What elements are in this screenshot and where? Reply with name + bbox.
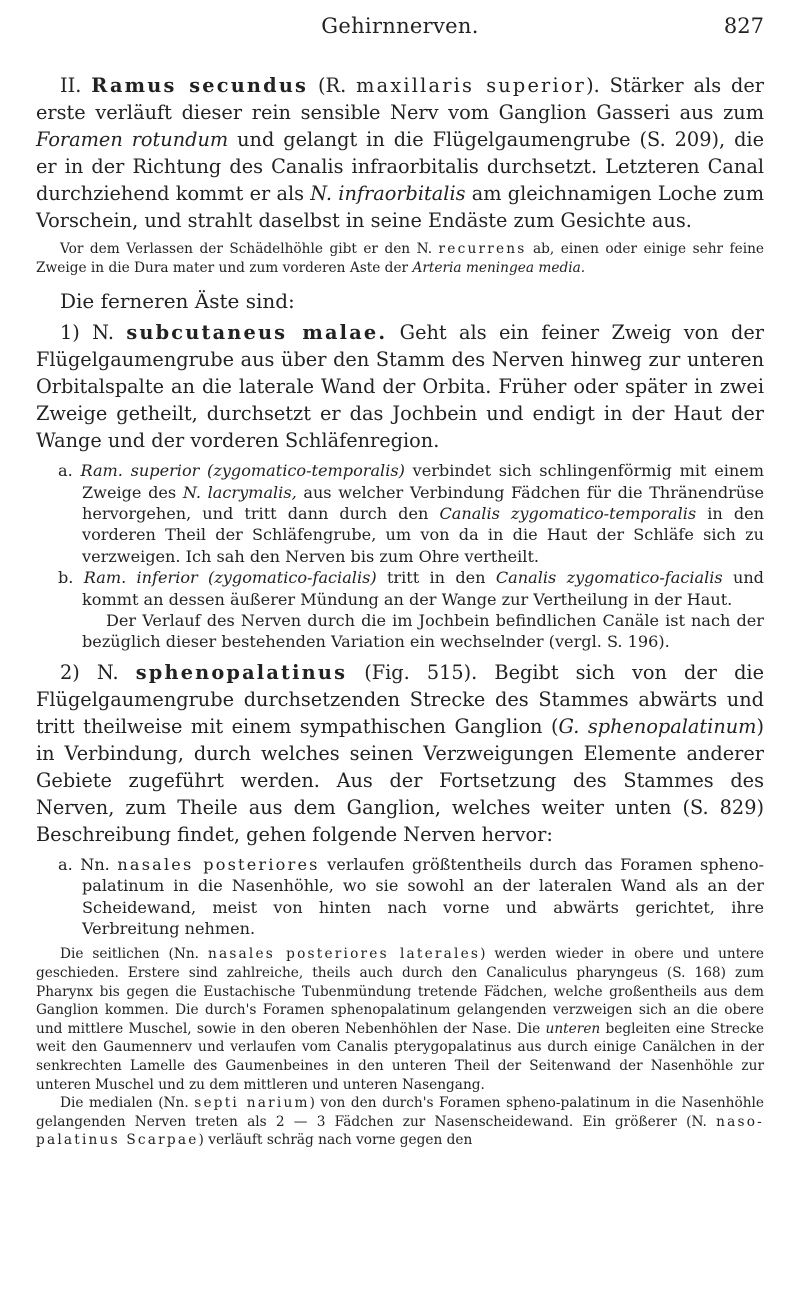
paragraph-ramus-secundus: [36, 72, 764, 234]
text: ) werden wieder in obere und untere geschieden. Erstere sind zahlreiche, theils auch durch den Canaliculus pharyngeus (S. 168) zum Pharynx bis gegen die Eustachische Tubenmündung tretende Fädchen, welche großentheils aus dem Ganglion kommen. Die durch's Foramen sphenopalatinum gelangenden verzweigen sich an die obere und mittlere Muschel, sowie in den oberen Nebenhöhlen der Nase. Die: [36, 946, 764, 1037]
text: und gelangt in die Flügelgaumengrube (S. 209), die er in der Richtung des Canalis infraorbitalis durchsetzt. Letzteren Canal durchziehend kommt er als: [36, 128, 764, 205]
running-header: [0, 14, 800, 54]
note-laterales: [36, 945, 764, 1094]
paragraph-sphenopalatinus: [36, 659, 764, 848]
item-nasales-posteriores: [36, 854, 764, 940]
text: ). Stärker als der erste verläuft dieser rein sensible Nerv vom Ganglion Gasseri aus zum: [36, 74, 765, 124]
text: Geht als ein feiner Zweig von der Flügelgaumengrube aus über den Stamm des Nerven hinweg zur unteren Orbitalspalte an die laterale Wand der Orbita. Früher oder später in zwei Zweige getheilt, durchsetzt er das Jochbein und endigt in der Haut der Wange und der vorderen Schläfenregion.: [36, 321, 764, 453]
term: Canalis zygomatico-facialis: [495, 568, 723, 588]
text: Vor dem Verlassen der Schädelhöhle gibt er den N.: [60, 241, 439, 257]
text: ) in Verbindung, durch welches seinen Verzweigungen Elemente anderer Gebiete zugeführt werden. Aus der Fortsetzung des Stammes des Nerven, zum Theile aus dem Ganglion, welches weiter unten (S. 829) Beschreibung findet, gehen folgende Nerven hervor:: [36, 714, 764, 846]
text: ab, einen oder einige sehr feine Zweige in die Dura mater und zum vorderen Aste der: [36, 241, 764, 276]
term: N. lacrymalis,: [182, 482, 297, 502]
term: nasales posteriores laterales: [207, 946, 481, 963]
note-recurrens: [36, 240, 764, 277]
text: in den vorderen Theil der Schläfengrube, um von da in die Haut der Schläfe sich zu verzweigen. Ich sah den Nerven bis zum Ohre vertheilt.: [82, 504, 765, 566]
text: II.: [60, 74, 92, 97]
text: verbindet sich schlingenförmig mit einem Zweige des: [82, 461, 765, 502]
paragraph-subcutaneus-malae: [36, 319, 764, 454]
term: Ram. inferior (zygomatico-facialis): [83, 568, 377, 588]
term: Ram. superior (zygomatico-temporalis): [80, 461, 405, 481]
term: Arteria meningea media.: [412, 259, 586, 276]
term: naso-palatinus Scarpae: [36, 1113, 764, 1149]
item-ram-superior: [36, 460, 764, 567]
term: septi narium: [194, 1095, 310, 1112]
note-jochbein: Der Verlauf des Nerven durch die im Jochbein befindlichen Canäle ist nach der bezüglich dieser bestehenden Variation ein wechselnder (vergl. S. 196).: [82, 611, 764, 652]
text: a. Nn.: [58, 854, 118, 874]
text: 1) N.: [60, 321, 127, 345]
text: tritt in den: [376, 568, 496, 588]
note-mediales: [36, 1094, 764, 1150]
term: unteren: [545, 1020, 601, 1037]
text: ) verläuft schräg nach vorne gegen den: [198, 1132, 473, 1149]
text: begleiten eine Strecke weit den Gaumennerv und verlaufen vom Canalis pterygopalatinus aus durch einige Canälchen in der senkrechten Lamelle des Gaumenbeines in den unteren Theil der Seitenwand der Nasenhöhle zur unteren Muschel und zu dem mittleren und unteren Nasengang.: [36, 1020, 764, 1093]
term: subcutaneus malae.: [126, 321, 388, 345]
item-ram-inferior: [36, 567, 764, 610]
running-title: Gehirnnerven.: [321, 14, 479, 38]
text: a.: [58, 461, 81, 481]
section-heading: Die ferneren Äste sind:: [60, 289, 295, 314]
text: am gleichnamigen Loche zum Vorschein, und strahlt daselbst in seine Endäste zum Gesichte aus.: [36, 182, 765, 232]
term: recurrens: [438, 241, 527, 257]
text: 2) N.: [60, 660, 136, 684]
term: Foramen rotundum: [36, 128, 229, 151]
text: aus welcher Verbindung Fädchen für die Thränendrüse hervorgehen, und tritt dann durch den: [82, 482, 764, 523]
term: Ramus secundus: [91, 74, 309, 97]
term: Canalis zygomatico-temporalis: [439, 504, 697, 523]
text: Die medialen (Nn.: [60, 1095, 195, 1112]
text: verlaufen größtentheils durch das Foramen spheno-palatinum in die Nasenhöhle, wo sie sowohl an der lateralen Wand als an der Scheidewand, meist von hinten nach vorne und abwärts gerichtet, ihre Verbreitung nehmen.: [82, 854, 764, 939]
text: und kommt an dessen äußerer Mündung an der Wange zur Vertheilung in der Haut.: [82, 568, 764, 609]
text: (Fig. 515). Begibt sich von der die Flügelgaumengrube durchsetzenden Strecke des Stammes abwärts und tritt theilweise mit einem sympathischen Ganglion (: [36, 660, 764, 738]
term: N. infraorbitalis: [310, 182, 466, 205]
term: G. sphenopalatinum: [558, 714, 757, 738]
term: maxillaris superior: [356, 74, 587, 97]
text: ) von den durch's Foramen spheno-palatinum in die Nasenhöhle gelangenden Nerven treten als 2 — 3 Fädchen zur Nasenscheidewand. Ein größerer (N.: [36, 1095, 764, 1130]
text: Die seitlichen (Nn.: [60, 946, 208, 963]
term: nasales posteriores: [117, 854, 320, 874]
text: (R.: [308, 74, 357, 97]
term: sphenopalatinus: [135, 660, 348, 684]
text: b.: [58, 568, 84, 588]
page-number: 827: [723, 14, 764, 38]
